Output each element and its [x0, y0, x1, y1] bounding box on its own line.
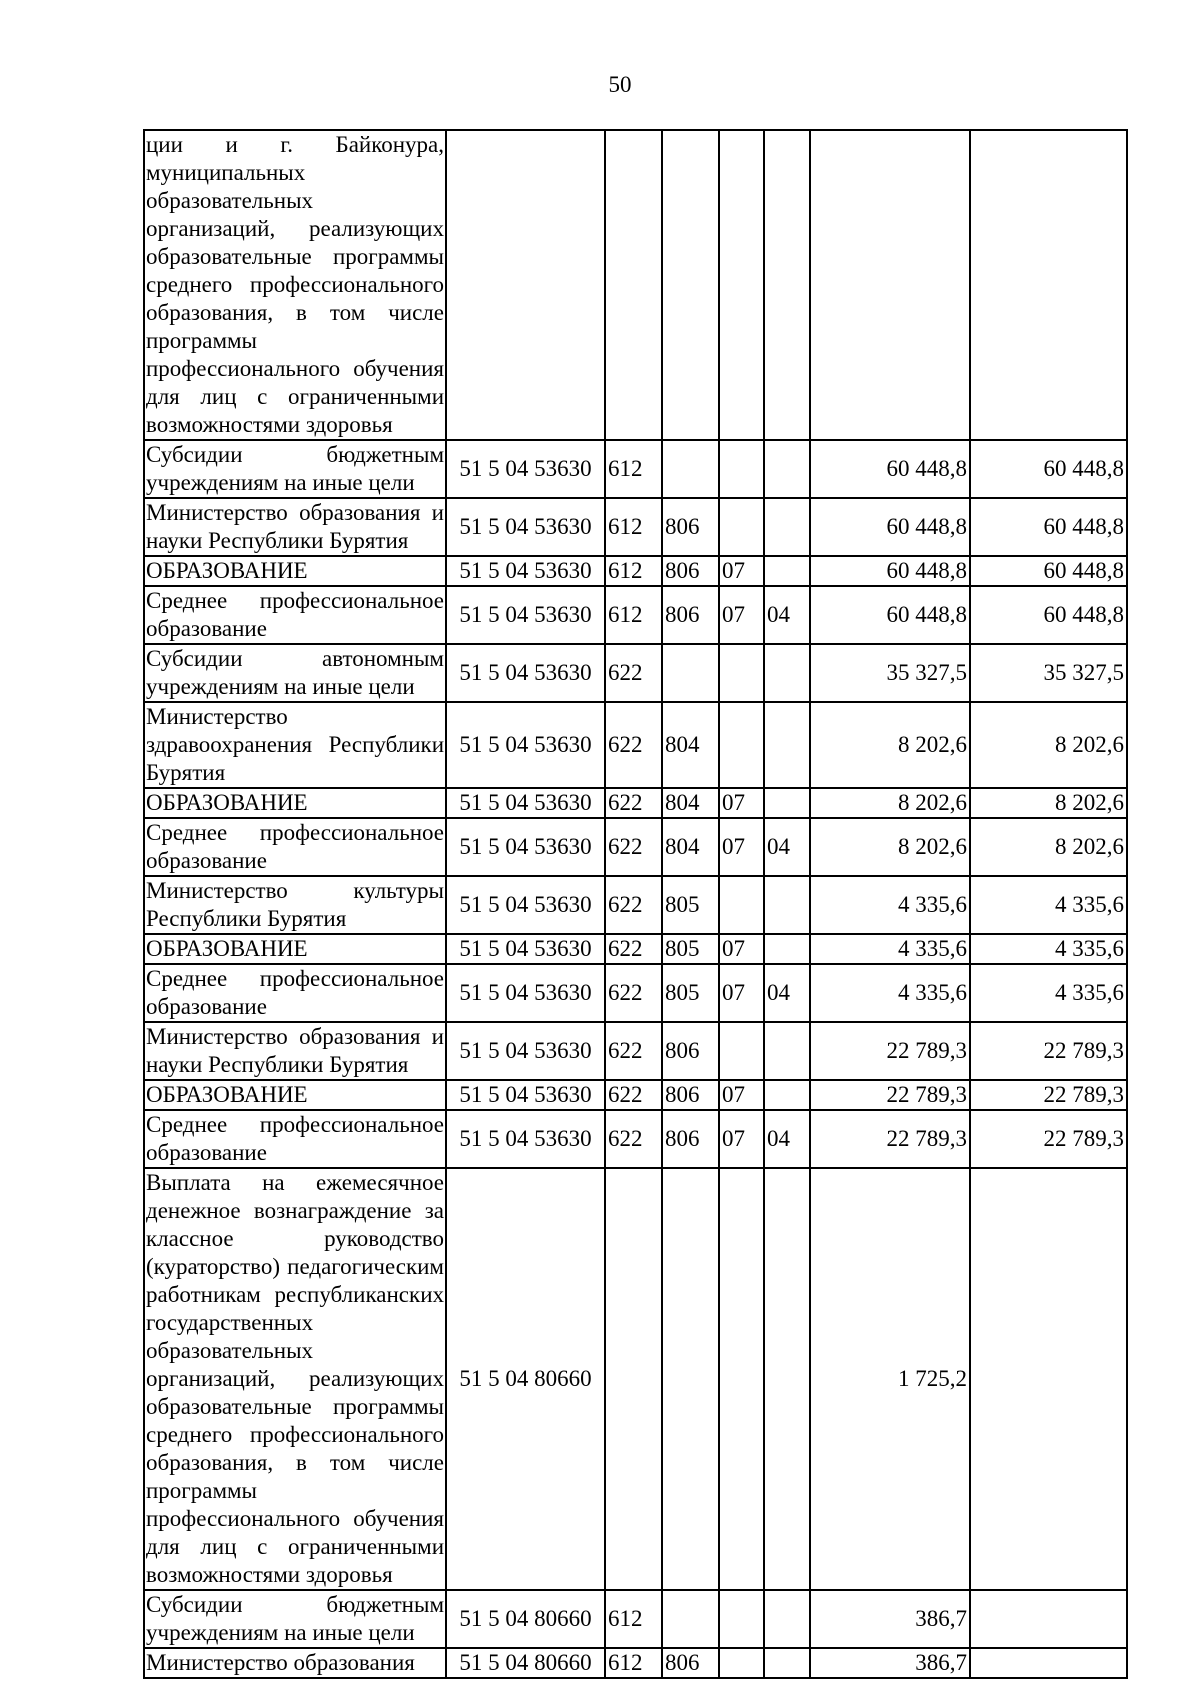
csr-code-cell: 51 5 04 53630 [446, 818, 605, 876]
table-row [144, 1110, 1127, 1168]
amount-2-cell [970, 1590, 1127, 1648]
subsection-code-cell [764, 1022, 810, 1080]
csr-code-cell: 51 5 04 53630 [446, 702, 605, 788]
grbs-code-cell [662, 130, 719, 440]
amount-1-cell: 60 448,8 [810, 556, 970, 586]
amount-2-cell: 4 335,6 [970, 876, 1127, 934]
expense-type-cell: 622 [605, 1080, 662, 1110]
subsection-code-cell [764, 702, 810, 788]
table-row [144, 1648, 1127, 1678]
expense-type-cell [605, 1168, 662, 1590]
subsection-code-cell [764, 1168, 810, 1590]
amount-1-cell: 35 327,5 [810, 644, 970, 702]
grbs-code-cell: 804 [662, 788, 719, 818]
row-name-cell: ОБРАЗОВАНИЕ [144, 934, 446, 964]
section-code-cell: 07 [719, 1110, 764, 1168]
amount-2-cell [970, 130, 1127, 440]
expense-type-cell: 612 [605, 440, 662, 498]
expense-type-cell: 622 [605, 1110, 662, 1168]
subsection-code-cell: 04 [764, 964, 810, 1022]
subsection-code-cell [764, 934, 810, 964]
grbs-code-cell [662, 644, 719, 702]
table-body [144, 130, 1127, 1678]
amount-1-cell: 60 448,8 [810, 586, 970, 644]
section-code-cell [719, 1590, 764, 1648]
grbs-code-cell [662, 1168, 719, 1590]
grbs-code-cell [662, 1590, 719, 1648]
row-name-cell: Министерство образования и науки Республики Бурятия [144, 498, 446, 556]
subsection-code-cell [764, 556, 810, 586]
csr-code-cell: 51 5 04 53630 [446, 788, 605, 818]
amount-2-cell [970, 1648, 1127, 1678]
table-row [144, 1080, 1127, 1110]
row-name-cell: Субсидии автономным учреждениям на иные цели [144, 644, 446, 702]
amount-1-cell: 4 335,6 [810, 964, 970, 1022]
table-row [144, 788, 1127, 818]
subsection-code-cell [764, 130, 810, 440]
section-code-cell: 07 [719, 964, 764, 1022]
csr-code-cell: 51 5 04 53630 [446, 556, 605, 586]
section-code-cell [719, 130, 764, 440]
subsection-code-cell [764, 788, 810, 818]
amount-1-cell: 60 448,8 [810, 498, 970, 556]
grbs-code-cell: 806 [662, 1648, 719, 1678]
table-row [144, 964, 1127, 1022]
amount-2-cell: 35 327,5 [970, 644, 1127, 702]
amount-2-cell: 8 202,6 [970, 702, 1127, 788]
subsection-code-cell [764, 1590, 810, 1648]
table-row [144, 498, 1127, 556]
row-name-cell: ОБРАЗОВАНИЕ [144, 1080, 446, 1110]
row-name-cell: Среднее профессиональное образование [144, 818, 446, 876]
table-row [144, 1022, 1127, 1080]
section-code-cell [719, 876, 764, 934]
row-name-cell: Субсидии бюджетным учреждениям на иные цели [144, 440, 446, 498]
expense-type-cell: 622 [605, 964, 662, 1022]
csr-code-cell: 51 5 04 53630 [446, 440, 605, 498]
csr-code-cell: 51 5 04 53630 [446, 644, 605, 702]
subsection-code-cell: 04 [764, 818, 810, 876]
amount-2-cell: 4 335,6 [970, 934, 1127, 964]
subsection-code-cell [764, 498, 810, 556]
table-row [144, 1590, 1127, 1648]
expense-type-cell: 612 [605, 556, 662, 586]
row-name-cell: Министерство образования и науки Республики Бурятия [144, 1022, 446, 1080]
amount-1-cell: 4 335,6 [810, 876, 970, 934]
grbs-code-cell [662, 440, 719, 498]
csr-code-cell: 51 5 04 53630 [446, 934, 605, 964]
expense-type-cell: 622 [605, 1022, 662, 1080]
subsection-code-cell [764, 1080, 810, 1110]
subsection-code-cell [764, 1648, 810, 1678]
table-row [144, 934, 1127, 964]
subsection-code-cell: 04 [764, 1110, 810, 1168]
amount-2-cell: 8 202,6 [970, 788, 1127, 818]
csr-code-cell: 51 5 04 53630 [446, 1022, 605, 1080]
expense-type-cell: 612 [605, 498, 662, 556]
grbs-code-cell: 804 [662, 702, 719, 788]
amount-1-cell: 1 725,2 [810, 1168, 970, 1590]
expense-type-cell: 612 [605, 586, 662, 644]
expense-type-cell [605, 130, 662, 440]
table-row [144, 702, 1127, 788]
row-name-cell: Министерство образования [144, 1648, 446, 1678]
expense-type-cell: 622 [605, 644, 662, 702]
grbs-code-cell: 806 [662, 1022, 719, 1080]
csr-code-cell: 51 5 04 80660 [446, 1168, 605, 1590]
amount-2-cell: 60 448,8 [970, 556, 1127, 586]
expense-type-cell: 622 [605, 702, 662, 788]
expense-type-cell: 622 [605, 876, 662, 934]
csr-code-cell: 51 5 04 53630 [446, 498, 605, 556]
grbs-code-cell: 806 [662, 586, 719, 644]
row-name-cell: ОБРАЗОВАНИЕ [144, 788, 446, 818]
row-name-cell: Среднее профессиональное образование [144, 964, 446, 1022]
row-name-cell: ОБРАЗОВАНИЕ [144, 556, 446, 586]
budget-table [143, 129, 1128, 1679]
csr-code-cell: 51 5 04 53630 [446, 1110, 605, 1168]
subsection-code-cell [764, 876, 810, 934]
csr-code-cell: 51 5 04 53630 [446, 586, 605, 644]
table-row [144, 586, 1127, 644]
amount-2-cell: 4 335,6 [970, 964, 1127, 1022]
table-row [144, 1168, 1127, 1590]
grbs-code-cell: 806 [662, 556, 719, 586]
grbs-code-cell: 805 [662, 934, 719, 964]
table-row [144, 440, 1127, 498]
grbs-code-cell: 805 [662, 876, 719, 934]
section-code-cell: 07 [719, 934, 764, 964]
grbs-code-cell: 805 [662, 964, 719, 1022]
section-code-cell: 07 [719, 556, 764, 586]
expense-type-cell: 612 [605, 1590, 662, 1648]
section-code-cell [719, 1168, 764, 1590]
table-row [144, 130, 1127, 440]
amount-2-cell: 8 202,6 [970, 818, 1127, 876]
table-row [144, 556, 1127, 586]
grbs-code-cell: 804 [662, 818, 719, 876]
csr-code-cell: 51 5 04 80660 [446, 1590, 605, 1648]
amount-1-cell: 22 789,3 [810, 1110, 970, 1168]
row-name-cell: Министерство здравоохранения Республики Бурятия [144, 702, 446, 788]
section-code-cell: 07 [719, 788, 764, 818]
subsection-code-cell [764, 644, 810, 702]
amount-1-cell: 22 789,3 [810, 1022, 970, 1080]
subsection-code-cell [764, 440, 810, 498]
row-name-cell: ции и г. Байконура, муниципальных образовательных организаций, реализующих образовательные программы среднего профессионального образования, в том числе программы профессионального обучения для лиц с ограниченными возможностями здоровья [144, 130, 446, 440]
table-row [144, 644, 1127, 702]
amount-2-cell: 22 789,3 [970, 1080, 1127, 1110]
expense-type-cell: 622 [605, 818, 662, 876]
grbs-code-cell: 806 [662, 1110, 719, 1168]
amount-1-cell: 4 335,6 [810, 934, 970, 964]
amount-1-cell: 60 448,8 [810, 440, 970, 498]
amount-2-cell: 22 789,3 [970, 1110, 1127, 1168]
subsection-code-cell: 04 [764, 586, 810, 644]
row-name-cell: Выплата на ежемесячное денежное вознаграждение за классное руководство (кураторство) педагогическим работникам республиканских государственных образовательных организаций, реализующих образовательные программы среднего профессионального образования, в том числе программы профессионального обучения для лиц с ограниченными возможностями здоровья [144, 1168, 446, 1590]
grbs-code-cell: 806 [662, 498, 719, 556]
expense-type-cell: 612 [605, 1648, 662, 1678]
csr-code-cell: 51 5 04 53630 [446, 964, 605, 1022]
amount-2-cell: 60 448,8 [970, 586, 1127, 644]
amount-1-cell: 386,7 [810, 1590, 970, 1648]
amount-1-cell [810, 130, 970, 440]
expense-type-cell: 622 [605, 788, 662, 818]
amount-1-cell: 8 202,6 [810, 818, 970, 876]
amount-2-cell [970, 1168, 1127, 1590]
page-number: 50 [608, 72, 632, 97]
section-code-cell [719, 1022, 764, 1080]
section-code-cell: 07 [719, 586, 764, 644]
section-code-cell [719, 440, 764, 498]
amount-1-cell: 8 202,6 [810, 788, 970, 818]
amount-1-cell: 22 789,3 [810, 1080, 970, 1110]
csr-code-cell: 51 5 04 80660 [446, 1648, 605, 1678]
section-code-cell [719, 702, 764, 788]
csr-code-cell [446, 130, 605, 440]
amount-1-cell: 386,7 [810, 1648, 970, 1678]
row-name-cell: Субсидии бюджетным учреждениям на иные цели [144, 1590, 446, 1648]
amount-1-cell: 8 202,6 [810, 702, 970, 788]
amount-2-cell: 22 789,3 [970, 1022, 1127, 1080]
section-code-cell: 07 [719, 818, 764, 876]
amount-2-cell: 60 448,8 [970, 498, 1127, 556]
csr-code-cell: 51 5 04 53630 [446, 1080, 605, 1110]
row-name-cell: Министерство культуры Республики Бурятия [144, 876, 446, 934]
amount-2-cell: 60 448,8 [970, 440, 1127, 498]
grbs-code-cell: 806 [662, 1080, 719, 1110]
table-row [144, 876, 1127, 934]
csr-code-cell: 51 5 04 53630 [446, 876, 605, 934]
section-code-cell [719, 498, 764, 556]
section-code-cell [719, 1648, 764, 1678]
expense-type-cell: 622 [605, 934, 662, 964]
section-code-cell [719, 644, 764, 702]
section-code-cell: 07 [719, 1080, 764, 1110]
row-name-cell: Среднее профессиональное образование [144, 586, 446, 644]
table-row [144, 818, 1127, 876]
row-name-cell: Среднее профессиональное образование [144, 1110, 446, 1168]
